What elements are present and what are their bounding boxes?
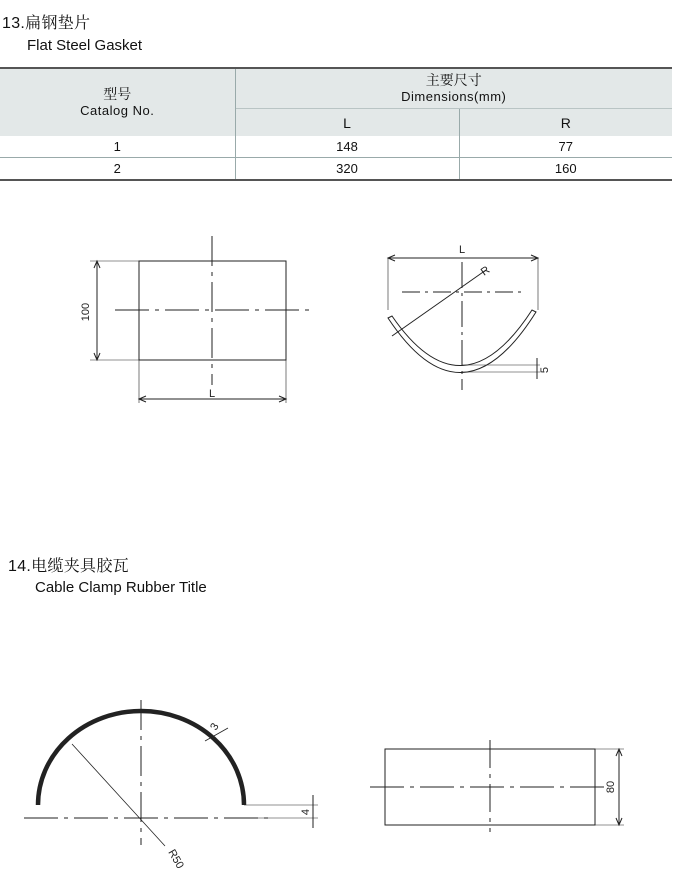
catalog-header-cn: 型号: [103, 86, 132, 102]
catalog-header-en: Catalog No.: [80, 103, 155, 118]
catalog-cell: 2: [0, 158, 235, 181]
dimensions-header-cn: 主要尺寸: [425, 72, 482, 88]
section-13-title: 13.扁钢垫片: [2, 15, 91, 32]
tile-offset-label: 4: [300, 808, 312, 816]
column-l-header: L: [235, 109, 459, 137]
tile-radius-label: R50: [165, 847, 186, 871]
l-cell: 148: [235, 136, 459, 158]
section-14-title: 14.电缆夹具胶瓦: [8, 558, 129, 575]
r-cell: 77: [459, 136, 672, 158]
section-13-subtitle: Flat Steel Gasket: [27, 37, 143, 54]
tile-radius-leader: [72, 744, 165, 846]
gasket-front-view: [90, 236, 312, 403]
column-r-header: R: [459, 109, 672, 137]
catalog-cell: 1: [0, 136, 235, 158]
gasket-length-label: L: [208, 388, 216, 400]
gasket-height-label: 100: [80, 302, 92, 322]
side-thickness-label: 5: [539, 366, 551, 374]
radius-leader-line: [392, 270, 486, 336]
rubber-tile-side-view: [370, 740, 624, 832]
side-arc-length-label: L: [458, 244, 466, 256]
tile-thickness-label: 3: [208, 721, 222, 733]
r-cell: 160: [459, 158, 672, 181]
l-cell: 320: [235, 158, 459, 181]
tile-height-label: 80: [605, 780, 617, 794]
side-radius-label: R: [478, 264, 493, 279]
section-14-subtitle: Cable Clamp Rubber Title: [35, 579, 207, 596]
rubber-tile-front-view: [24, 700, 318, 846]
dimensions-header-en: Dimensions(mm): [401, 89, 507, 104]
gasket-side-view: [388, 255, 540, 390]
